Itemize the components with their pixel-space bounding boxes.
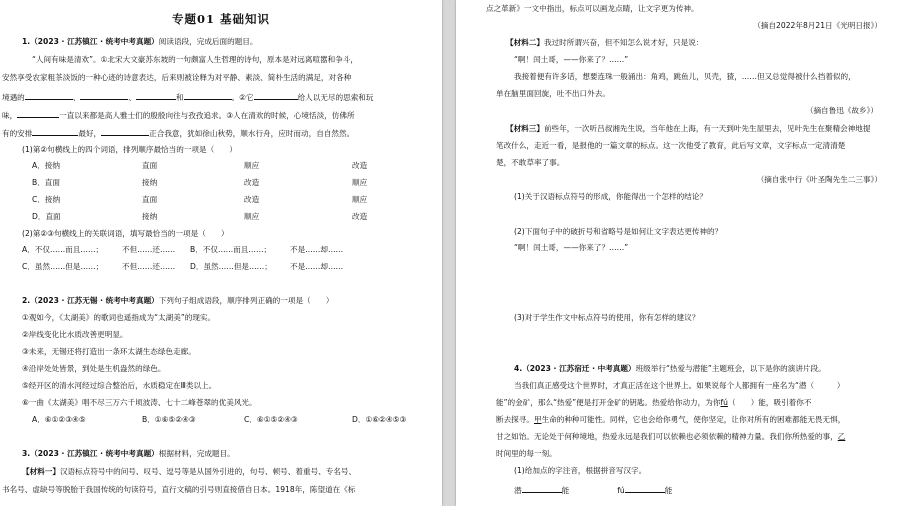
sub-question: (1)关于汉语标点符号的形成，你能得出一个怎样的结论？ (514, 192, 708, 201)
sub-question: (2)下面句子中的破折号和省略号是如何让文字表达更传神的？ (514, 227, 723, 236)
option-row[interactable]: B．直面 接纳 改造 顺应 (32, 178, 368, 187)
material-2-line: 【材料二】我过时所谓兴奋，但不知怎么说才好，只是说： (506, 38, 704, 47)
q4-heading (514, 364, 826, 374)
q1-passage-line: 味， 一直以来都是高人雅士们的殷殷向往与孜孜追求。③人在清欢的时候，心境恬淡，仿佛所 (2, 111, 355, 120)
material-3-line: 【材料三】前些年，一次听吕叔湘先生说，当年他在上海，有一天到叶先生屋里去，见叶先生在聚精会神地提 (506, 124, 871, 133)
q1-instruction: 阅读语段，完成后面的题目。 (158, 37, 258, 46)
answer-blank[interactable] (625, 484, 665, 493)
pinyin-fu: fú (720, 398, 728, 407)
q1-passage-line: “人间有味是清欢”。①北宋大文豪苏东坡的一句颇富人生哲理的诗句，原本是对远离喧嚣和争斗， (32, 55, 359, 64)
blank[interactable] (25, 91, 73, 100)
option-row[interactable]: A．⑥①②③④⑤ B．①⑥⑤②④③ C．⑥①⑤②④③ D．①⑥②④⑤③ (32, 415, 407, 424)
blank[interactable] (101, 127, 149, 136)
right-page (456, 0, 900, 506)
q1-sub1: (1)第②句横线上的四个词语，排列顺序最恰当的一项是（ ） (22, 145, 237, 154)
q1-passage-line: 境遇的 、 、 和 。②它 给人以无尽的思索和玩 (2, 93, 374, 102)
option-row[interactable]: C．接纳 直面 改造 顺应 (32, 195, 368, 204)
blank[interactable] (32, 127, 78, 136)
blank[interactable] (254, 91, 298, 100)
q2-item: ⑤经开区的清水河经过综合整治后，水质稳定在Ⅲ类以上。 (22, 381, 217, 390)
option-row[interactable]: A．接纳 直面 顺应 改造 (32, 161, 368, 170)
option-row[interactable]: C．虽然……但是……； 不但……还…… D．虽然……但是……； 不是……却…… (22, 262, 344, 271)
source-citation: （摘自2022年8月21日《光明日报》） (753, 21, 882, 30)
q1-heading (22, 37, 258, 47)
sub-question: (3)对于学生作文中标点符号的使用，你有怎样的建议？ (514, 313, 700, 322)
q2-item: ④沿岸处处皆景，到处是生机盎然的绿色。 (22, 364, 166, 373)
source-citation: （摘自张中行《叶圣陶先生二三事》） (756, 175, 882, 184)
q2-item: ③未来，无锡还将打造出一条环太湖生态绿色走廊。 (22, 347, 196, 356)
blank[interactable] (184, 91, 232, 100)
q1-passage-line: 安然享受农家粗茶淡饭的一种心迹的诗意表达，后来则被诠释为对平静、素淡、简朴生活的满足，对各种 (2, 73, 352, 82)
material-2-line: 我接着便有许多话，想要连珠一般涌出：角鸡，跳鱼儿，贝壳，猹，……但又总觉得被什么挡着似的， (514, 72, 856, 81)
q2-item: ②岸线变化比水质改善更明显。 (22, 330, 128, 339)
blank[interactable] (17, 109, 59, 118)
material-3-line: 笔改什么，走近一看，是报他的一篇文章的标点。这一次他受了教育，此后写文章，文字标点一定清清楚 (496, 141, 846, 150)
q3-instruction: 根据材料，完成题目。 (158, 449, 235, 458)
quote: “啊！闰土哥，——你来了？……” (514, 55, 629, 64)
q2-item: ⑥一曲《太湖美》唱不尽三万六千顷波涛、七十二峰苍翠的优美风光。 (22, 398, 257, 407)
q3-source: 3.（2023 · 江苏镇江 · 统考中考真题） (22, 449, 159, 458)
page-title: 专题01 基础知识 (171, 12, 270, 26)
q4-passage-line: 甘之如饴。无论处于何种境地，热爱永远是我们可以依赖也必须依赖的精神力量。我们你所热爱的事，乙 (496, 432, 846, 441)
blank-jia[interactable]: 甲 (533, 415, 542, 424)
q4-passage-line: 当我们真正感受这个世界时，才真正活在这个世界上。如果说每个人都拥有一座名为“潜（ ） (514, 381, 845, 390)
q3-heading (22, 449, 235, 459)
material-2-line: 单在脑里面回旋，吐不出口外去。 (496, 89, 610, 98)
material-3-line: 楚，不敢草率了事。 (496, 158, 565, 167)
q2-instruction: 下列句子组成语段，顺序排列正确的一项是（ ） (158, 296, 334, 305)
q2-source: 2.（2023 · 江苏无锡 · 统考中考真题） (22, 296, 159, 305)
blank-yi[interactable]: 乙 (837, 432, 846, 441)
option-row[interactable]: A．不仅……而且……； 不但……还…… B．不仅……而且……； 不是……却…… (22, 245, 344, 254)
q4-instruction: 班级举行“热爱与潜能”主题班会，以下是你的演讲片段。 (635, 364, 826, 373)
option-row[interactable]: D．直面 接纳 顺应 改造 (32, 212, 368, 221)
fill-in-row: 潜 能 fú 能 (514, 486, 673, 495)
material-1-line: 书名号、虚缺号等脱胎于我国传统的句读符号，直行文稿的引号则直接借自日本。1918年，陈望道在《标 (2, 485, 356, 494)
q4-passage-line: 时间里的每一刻。 (496, 449, 557, 458)
q1-sub2: (2)第②③句横线上的关联词语，填写最恰当的一项是（ ） (22, 229, 229, 238)
material-1-line: 点之革新》一文中指出，标点可以画龙点睛，让文字更为传神。 (486, 4, 699, 13)
left-page (0, 0, 442, 506)
quote: “啊！闰土哥，——你来了？……” (514, 243, 629, 252)
q2-heading (22, 296, 333, 306)
blank[interactable] (80, 91, 128, 100)
q1-passage-line: 有的安排 最好， 正合我意，犹如徐山秋势，顺水行舟，应时而动，自自然然。 (2, 129, 355, 138)
q4-source: 4.（2023 · 江苏宿迁 · 中考真题） (514, 364, 636, 373)
source-citation: （摘自鲁迅《故乡》） (805, 106, 878, 115)
q2-item: ①观如今，《太湖美》的歌词也遥指成为“太湖美”的现实。 (22, 313, 216, 322)
sub-question: (1)给加点的字注音，根据拼音写汉字。 (514, 466, 647, 475)
q1-source: 1.（2023 · 江苏镇江 · 统考中考真题） (22, 37, 159, 46)
q4-passage-line: 断去探寻。甲生命的种种可能性。同样，它也会给你勇气，使你坚定，让你对所有的困难都能无畏无惧， (496, 415, 846, 424)
material-1-line: 【材料一】汉语标点符号中的问号、叹号、逗号等是从国外引进的，句号、顿号、着重号、专名号、 (22, 467, 357, 476)
blank[interactable] (136, 91, 176, 100)
answer-blank[interactable] (522, 484, 562, 493)
q4-passage-line: 能”的金矿，那么“热爱”便是打开金矿的钥匙。热爱给你动力，为你fú（ ）能，吸引着你不 (496, 398, 812, 407)
